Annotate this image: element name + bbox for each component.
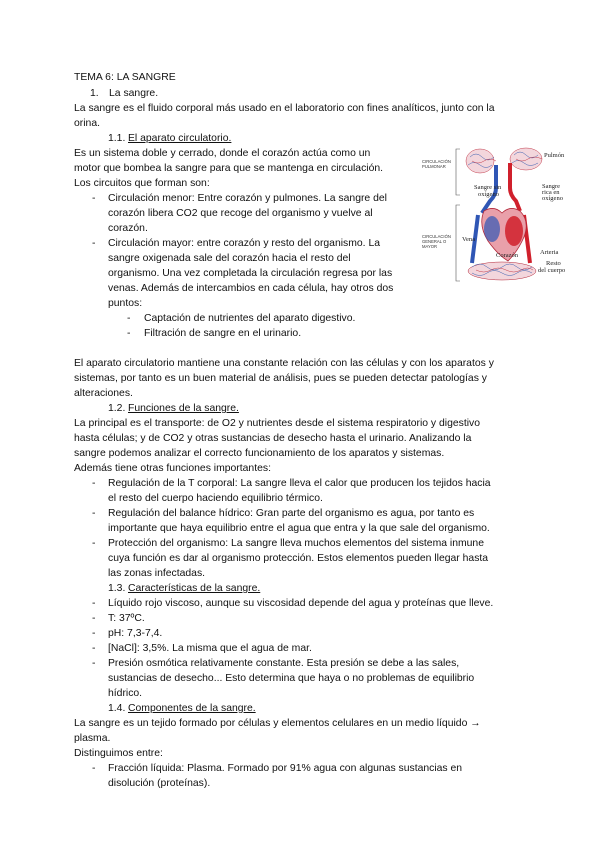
func-balance-line-1: Regulación del balance hídrico: Gran parte del organismo es agua, por tanto es bbox=[108, 508, 475, 519]
subsection-1-3-number: 1.3. bbox=[108, 583, 126, 594]
bullet-dash: - bbox=[92, 193, 96, 204]
presion-line-1: Presión osmótica relativamente constante. Esta presión se debe a las sales, bbox=[108, 658, 460, 669]
label-pulmon: Pulmón bbox=[544, 152, 565, 159]
relacion-line-2: sistemas, por tanto es un buen material de análisis, pues se pueden detectar patologías y bbox=[74, 373, 487, 384]
punto-nutrientes: Captación de nutrientes del aparato digestivo. bbox=[144, 313, 356, 324]
componentes-line-3: Distinguimos entre: bbox=[74, 748, 163, 759]
label-sangre-sin-1: Sangre sin bbox=[474, 184, 502, 191]
label-sangre-rica-3: oxígeno bbox=[542, 195, 563, 202]
bullet-dash: - bbox=[92, 763, 96, 774]
fraccion-line-1: Fracción líquida: Plasma. Formado por 91% agua con algunas sustancias en bbox=[108, 763, 463, 774]
funciones-line-2: hasta células; y de CO2 y otras sustancias de desecho hasta el urinario. Analizando la bbox=[74, 433, 472, 444]
systemic-bracket bbox=[456, 205, 460, 281]
pulmonary-bracket bbox=[456, 149, 460, 195]
componentes-line-1: La sangre es un tejido formado por células y elementos celulares en un medio líquido → bbox=[74, 718, 481, 729]
presion-line-2: sustancias de desecho... Esto determina que haya o no problemas de equilibrio bbox=[108, 673, 475, 684]
circ-menor-line-1: Circulación menor: Entre corazón y pulmones. La sangre del bbox=[108, 193, 387, 204]
subsection-1-2-heading: Funciones de la sangre. bbox=[128, 403, 239, 414]
punto-filtracion: Filtración de sangre en el urinario. bbox=[144, 328, 302, 339]
label-circ-mayor-3: MAYOR bbox=[422, 244, 438, 249]
circ-text-line-3: Los circuitos que forman son: bbox=[74, 178, 210, 189]
relacion-line-3: alteraciones. bbox=[74, 388, 133, 399]
label-resto-1: Resto bbox=[546, 260, 561, 267]
bullet-dash: - bbox=[92, 538, 96, 549]
circulatory-system-diagram bbox=[418, 143, 568, 285]
relacion-line-1: El aparato circulatorio mantiene una constante relación con las células y con los aparatos y bbox=[74, 358, 494, 369]
label-sangre-rica-1: Sangre bbox=[542, 183, 561, 190]
func-regulacion-t-line-2: el resto del cuerpo haciendo equilibrio térmico. bbox=[108, 493, 323, 504]
funciones-line-3: sangre podemos analizar el correcto funcionamiento de los aparatos y sistemas. bbox=[74, 448, 445, 459]
section-1-heading: La sangre. bbox=[109, 88, 159, 99]
label-sangre-rica-2: rica en bbox=[542, 189, 560, 196]
subsection-1-1-heading: El aparato circulatorio. bbox=[128, 133, 232, 144]
caracteristica-nacl: [NaCl]: 3,5%. La misma que el agua de mar. bbox=[108, 643, 312, 654]
section-1-number: 1. bbox=[90, 88, 99, 99]
label-arteria: Arteria bbox=[540, 249, 559, 256]
circ-text-line-2: motor que bombea la sangre para que se mantenga en circulación. bbox=[74, 163, 384, 174]
label-sangre-sin-2: oxígeno bbox=[478, 191, 499, 198]
circ-menor-line-3: corazón. bbox=[108, 223, 148, 234]
bullet-dash: - bbox=[92, 598, 96, 609]
funciones-line-1: La principal es el transporte: de O2 y nutrientes desde el sistema respiratorio y digestivo bbox=[74, 418, 481, 429]
bullet-dash: - bbox=[92, 628, 96, 639]
intro-line-1: La sangre es el fluido corporal más usado en el laboratorio con fines analíticos, junto con la bbox=[74, 103, 495, 114]
circ-mayor-line-1: Circulación mayor: entre corazón y resto del organismo. La bbox=[108, 238, 381, 249]
func-proteccion-line-3: las zonas infectadas. bbox=[108, 568, 206, 579]
circ-mayor-line-5: puntos: bbox=[108, 298, 143, 309]
subsection-1-4-number: 1.4. bbox=[108, 703, 126, 714]
label-circ-pulmonar-2: PULMONAR bbox=[422, 164, 446, 169]
circ-mayor-line-3: organismo. Una vez completada la circulación regresa por las bbox=[108, 268, 393, 279]
circ-text-line-1: Es un sistema doble y cerrado, donde el corazón actúa como un bbox=[74, 148, 371, 159]
func-regulacion-t-line-1: Regulación de la T corporal: La sangre lleva el calor que producen los tejidos hacia bbox=[108, 478, 491, 489]
label-circ-mayor-2: GENERAL O bbox=[422, 239, 447, 244]
sub-bullet-dash: - bbox=[127, 328, 131, 339]
label-vena: Vena bbox=[462, 236, 475, 243]
funciones-line-4: Además tiene otras funciones importantes: bbox=[74, 463, 271, 474]
document-title: TEMA 6: LA SANGRE bbox=[74, 72, 176, 83]
componentes-line-2: plasma. bbox=[74, 733, 111, 744]
bullet-dash: - bbox=[92, 613, 96, 624]
label-corazon: Corazón bbox=[496, 252, 519, 259]
circ-mayor-line-4: venas. Además de intercambios en cada célula, hay otros dos bbox=[108, 283, 394, 294]
func-proteccion-line-2: cuya función es dar al organismo protección. Estos elementos pueden llegar hasta bbox=[108, 553, 489, 564]
func-proteccion-line-1: Protección del organismo: La sangre lleva muchos elementos del sistema inmune bbox=[108, 538, 484, 549]
presion-line-3: hídrico. bbox=[108, 688, 143, 699]
subsection-1-3-heading: Características de la sangre. bbox=[128, 583, 261, 594]
subsection-1-4-heading: Componentes de la sangre. bbox=[128, 703, 256, 714]
caracteristica-temperatura: T: 37ºC. bbox=[108, 613, 145, 624]
fraccion-line-2: disolución (proteínas). bbox=[108, 778, 211, 789]
bullet-dash: - bbox=[92, 508, 96, 519]
func-balance-line-2: importante que haya equilibrio entre el agua que entra y la que sale del organismo. bbox=[108, 523, 490, 534]
lung-capillaries bbox=[466, 148, 542, 173]
bullet-dash: - bbox=[92, 643, 96, 654]
sub-bullet-dash: - bbox=[127, 313, 131, 324]
bullet-dash: - bbox=[92, 658, 96, 669]
bullet-dash: - bbox=[92, 238, 96, 249]
caracteristica-ph: pH: 7,3-7,4. bbox=[108, 628, 163, 639]
subsection-1-1-number: 1.1. bbox=[108, 133, 126, 144]
label-resto-2: del cuerpo bbox=[538, 267, 566, 274]
body-capillaries bbox=[468, 262, 536, 280]
caracteristica-viscosidad: Líquido rojo viscoso, aunque su viscosidad depende del agua y proteínas que lleve. bbox=[108, 598, 494, 609]
intro-line-2: orina. bbox=[74, 118, 100, 129]
circ-mayor-line-2: sangre oxigenada sale del corazón hacia el resto del bbox=[108, 253, 351, 264]
circ-menor-line-2: corazón libera CO2 que recoge del organismo y vuelve al bbox=[108, 208, 373, 219]
subsection-1-2-number: 1.2. bbox=[108, 403, 126, 414]
label-circ-pulmonar-1: CIRCULACIÓN bbox=[422, 159, 451, 164]
label-circ-mayor-1: CIRCULACIÓN bbox=[422, 234, 451, 239]
bullet-dash: - bbox=[92, 478, 96, 489]
